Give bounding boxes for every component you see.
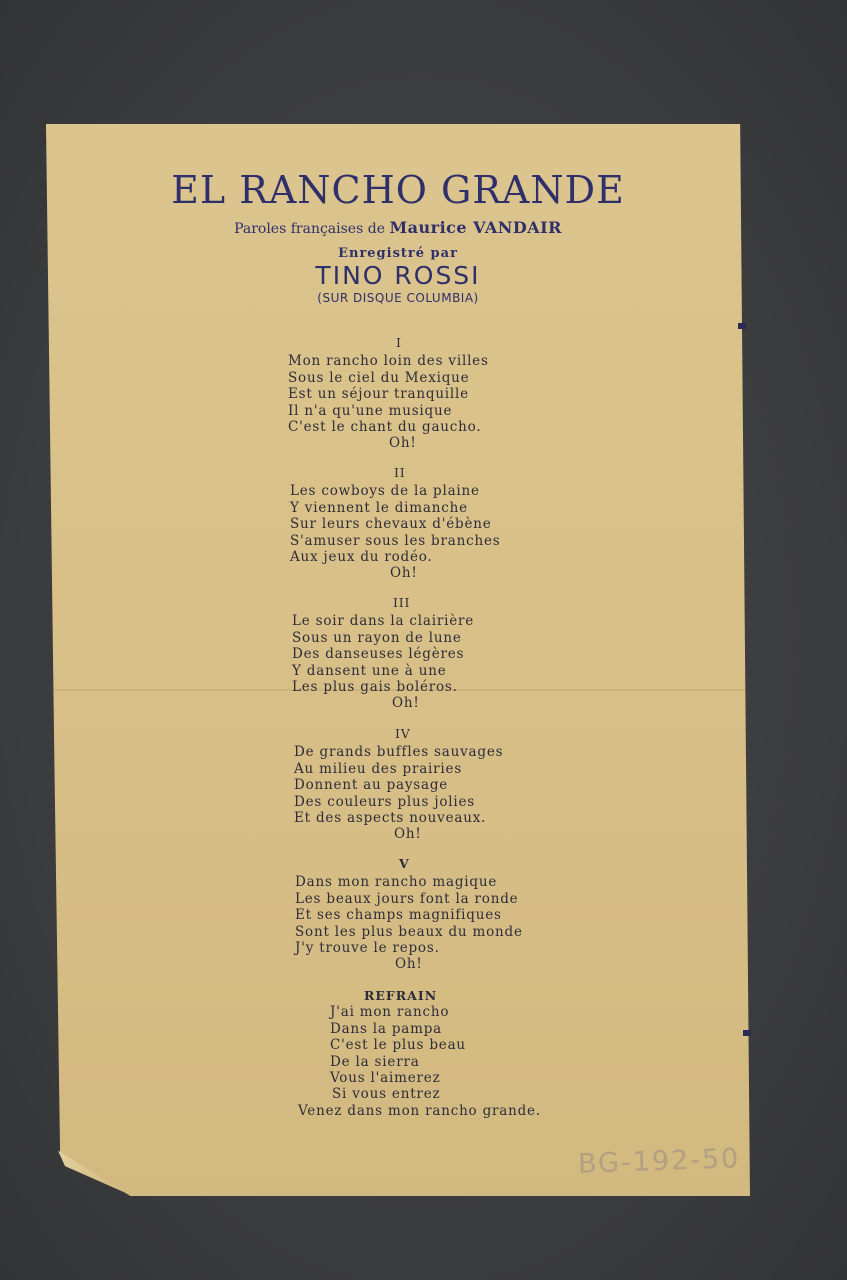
verse-line: Des couleurs plus jolies [294, 793, 476, 810]
verse-3 [292, 595, 474, 712]
verse-number: V [399, 856, 410, 871]
verse-exclamation: Oh! [389, 435, 417, 452]
verse-4 [294, 726, 503, 843]
verse-line: Sous un rayon de lune [292, 629, 462, 646]
verse-line: S'amuser sous les branches [290, 532, 501, 549]
verse-number: I [396, 335, 402, 350]
lyricist-name: Maurice VANDAIR [389, 218, 562, 237]
verse-line: Les plus gais boléros. [292, 679, 458, 696]
verse-line: C'est le chant du gaucho. [288, 419, 482, 436]
verse-exclamation: Oh! [394, 826, 422, 843]
verse-line: De grands buffles sauvages [294, 744, 504, 761]
verse-exclamation: Oh! [395, 956, 423, 973]
verse-line: Mon rancho loin des villes [288, 353, 489, 370]
verse-line: Y viennent le dimanche [290, 499, 468, 516]
verse-line: Il n'a qu'une musique [288, 402, 453, 419]
refrain-line: Vous l'aimerez [330, 1070, 441, 1087]
verse-line: Au milieu des prairies [294, 760, 463, 777]
verse-1 [288, 335, 489, 452]
recorded-by: Enregistré par [338, 246, 458, 261]
verse-line: Le soir dans la clairière [292, 613, 475, 630]
verse-line: Sont les plus beaux du monde [295, 923, 523, 940]
verse-line: Y dansent une à une [292, 662, 447, 679]
verse-exclamation: Oh! [392, 695, 420, 712]
verse-line: J'y trouve le repos. [295, 940, 440, 957]
song-title: EL RANCHO GRANDE [171, 168, 625, 212]
refrain-title: REFRAIN [364, 988, 438, 1003]
refrain-line: Dans la pampa [330, 1020, 443, 1037]
verse-number: IV [395, 726, 411, 741]
verse-line: Sous le ciel du Mexique [288, 369, 470, 386]
refrain [298, 988, 541, 1119]
verse-line: Les cowboys de la plaine [290, 483, 480, 500]
verse-line: Et des aspects nouveaux. [294, 810, 487, 827]
refrain-last-line: Venez dans mon rancho grande. [298, 1102, 541, 1119]
artist-name: TINO ROSSI [315, 261, 481, 290]
verse-number: III [393, 595, 411, 610]
disc-label: (SUR DISQUE COLUMBIA) [317, 291, 479, 305]
refrain-line: Si vous entrez [332, 1086, 441, 1103]
verse-line: Les beaux jours font la ronde [295, 890, 519, 907]
verse-line: Dans mon rancho magique [295, 874, 498, 891]
verse-line: Est un séjour tranquille [288, 386, 469, 403]
verse-line: Et ses champs magnifiques [295, 907, 502, 924]
verse-2 [290, 465, 500, 582]
verse-exclamation: Oh! [390, 565, 418, 582]
verse-5 [295, 856, 523, 973]
lyricist-prefix: Paroles françaises de [234, 221, 385, 237]
archive-annotation: BG-192-50 [577, 1143, 741, 1180]
verse-line: Donnent au paysage [294, 777, 449, 794]
refrain-line: De la sierra [330, 1053, 420, 1070]
verse-line: Aux jeux du rodéo. [290, 549, 433, 566]
verse-number: II [394, 465, 406, 480]
verse-line: Sur leurs chevaux d'ébène [290, 516, 492, 533]
verse-line: Des danseuses légères [292, 646, 465, 663]
refrain-line: C'est le plus beau [330, 1037, 466, 1054]
refrain-line: J'ai mon rancho [330, 1004, 450, 1021]
